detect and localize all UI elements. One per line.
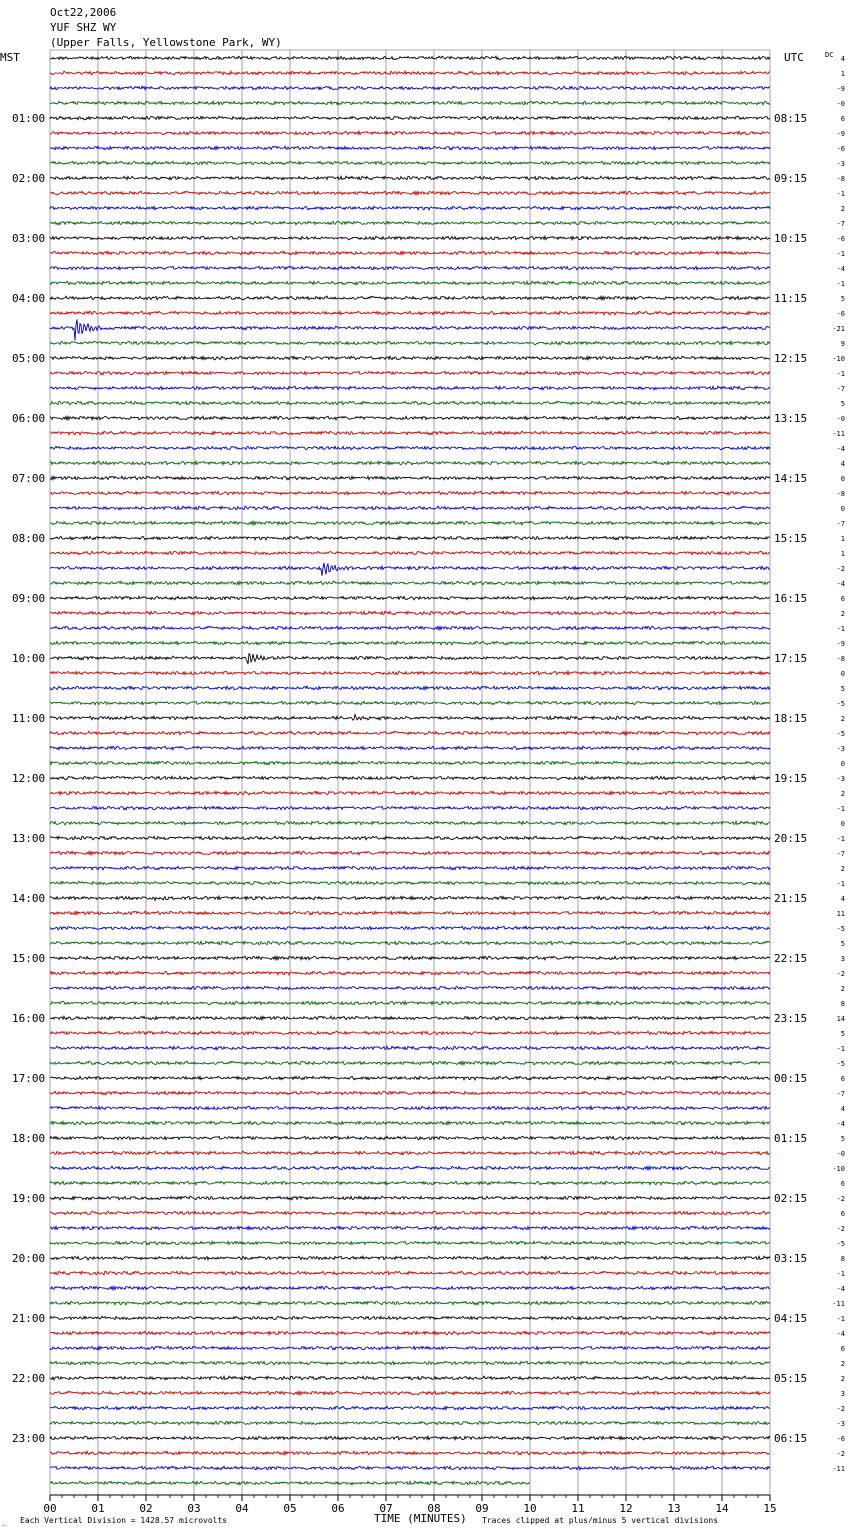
trace-row bbox=[50, 1286, 770, 1290]
dc-offset-value: -5 bbox=[836, 730, 845, 738]
x-tick-label: 14 bbox=[715, 1502, 729, 1515]
dc-offset-value: -3 bbox=[836, 1420, 845, 1428]
dc-offset-value: -3 bbox=[836, 775, 845, 783]
trace-row bbox=[50, 611, 770, 615]
right-hour-label: 10:15 bbox=[774, 232, 808, 245]
dc-offset-value: 8 bbox=[840, 1255, 845, 1263]
trace-row bbox=[50, 971, 770, 975]
x-tick-label: 11 bbox=[571, 1502, 585, 1515]
dc-offset-value: 0 bbox=[840, 670, 845, 678]
dc-offset-value: 1 bbox=[840, 70, 845, 78]
trace-row bbox=[50, 581, 770, 585]
dc-offset-value: -0 bbox=[836, 415, 845, 423]
trace-row bbox=[50, 1436, 770, 1440]
trace-row bbox=[50, 416, 770, 420]
x-axis-title: TIME (MINUTES) bbox=[374, 1512, 467, 1525]
dc-offset-value: -11 bbox=[832, 430, 845, 438]
dc-offset-value: 5 bbox=[840, 400, 845, 408]
x-tick-label: 05 bbox=[283, 1502, 297, 1515]
trace-row bbox=[50, 161, 770, 165]
trace-row bbox=[50, 686, 770, 690]
dc-offset-value: -5 bbox=[836, 925, 845, 933]
x-tick-label: 13 bbox=[667, 1502, 681, 1515]
trace-row bbox=[50, 654, 770, 664]
trace-row bbox=[50, 431, 770, 435]
dc-offset-value: 6 bbox=[840, 1210, 845, 1218]
trace-row bbox=[50, 821, 770, 825]
right-hour-label: 21:15 bbox=[774, 892, 808, 905]
trace-row bbox=[50, 506, 770, 510]
dc-offset-value: -2 bbox=[836, 565, 845, 573]
dc-offset-value: -7 bbox=[836, 520, 845, 528]
left-hour-label: 19:00 bbox=[12, 1192, 46, 1205]
trace-row bbox=[50, 491, 770, 495]
trace-row bbox=[50, 131, 770, 135]
right-hour-label: 23:15 bbox=[774, 1012, 808, 1025]
trace-row bbox=[50, 1031, 770, 1035]
trace-row bbox=[50, 266, 770, 270]
trace-row bbox=[50, 986, 770, 989]
trace-row bbox=[50, 71, 770, 75]
trace-row bbox=[50, 671, 770, 675]
left-hour-label: 16:00 bbox=[12, 1012, 46, 1025]
dc-offset-value: 2 bbox=[840, 205, 845, 213]
right-hour-label: 06:15 bbox=[774, 1432, 808, 1445]
dc-offset-value: 0 bbox=[840, 820, 845, 828]
dc-offset-value: 0 bbox=[840, 760, 845, 768]
left-hour-label: 12:00 bbox=[12, 772, 46, 785]
dc-offset-value: 8 bbox=[840, 1000, 845, 1008]
trace-row bbox=[50, 926, 770, 930]
left-hour-label: 03:00 bbox=[12, 232, 46, 245]
x-tick-label: 06 bbox=[331, 1502, 345, 1515]
trace-row bbox=[50, 1151, 770, 1155]
dc-offset-value: -2 bbox=[836, 1405, 845, 1413]
dc-offset-values bbox=[832, 55, 845, 1473]
trace-row bbox=[50, 1256, 770, 1260]
right-hour-label: 15:15 bbox=[774, 532, 808, 545]
left-hour-label: 18:00 bbox=[12, 1132, 46, 1145]
right-hour-label: 20:15 bbox=[774, 832, 808, 845]
trace-row bbox=[50, 851, 770, 855]
dc-offset-value: -6 bbox=[836, 145, 845, 153]
right-hour-label: 08:15 bbox=[774, 112, 808, 125]
x-tick-label: 09 bbox=[475, 1502, 489, 1515]
x-tick-label: 15 bbox=[763, 1502, 777, 1515]
dc-offset-value: -4 bbox=[836, 1285, 845, 1293]
x-tick-label: 02 bbox=[139, 1502, 153, 1515]
left-hour-label: 02:00 bbox=[12, 172, 46, 185]
trace-row bbox=[50, 146, 770, 150]
trace-row bbox=[50, 1001, 770, 1005]
dc-offset-value: 2 bbox=[840, 1375, 845, 1383]
left-hour-labels bbox=[12, 112, 45, 1445]
dc-offset-value: 2 bbox=[840, 715, 845, 723]
right-hour-label: 02:15 bbox=[774, 1192, 808, 1205]
trace-row bbox=[50, 1301, 770, 1305]
trace-row bbox=[50, 521, 770, 525]
trace-row bbox=[50, 746, 770, 750]
trace-row bbox=[50, 56, 770, 60]
dc-offset-value: -1 bbox=[836, 1315, 845, 1323]
corner-mark: . bbox=[2, 1521, 6, 1528]
dc-offset-value: -1 bbox=[836, 280, 845, 288]
footer-clip-note: Traces clipped at plus/minus 5 vertical divisions bbox=[482, 1516, 719, 1525]
trace-row bbox=[50, 221, 770, 225]
header-location: (Upper Falls, Yellowstone Park, WY) bbox=[50, 36, 282, 49]
dc-offset-value: -5 bbox=[836, 1060, 845, 1068]
right-hour-label: 22:15 bbox=[774, 952, 808, 965]
trace-row bbox=[50, 1106, 770, 1110]
trace-row bbox=[50, 701, 770, 705]
trace-row bbox=[50, 1226, 770, 1230]
dc-offset-value: -1 bbox=[836, 880, 845, 888]
left-hour-label: 10:00 bbox=[12, 652, 46, 665]
right-hour-label: 12:15 bbox=[774, 352, 808, 365]
trace-row bbox=[50, 236, 770, 240]
dc-offset-value: 5 bbox=[840, 685, 845, 693]
trace-row bbox=[50, 1241, 770, 1245]
dc-offset-value: -9 bbox=[836, 130, 845, 138]
trace-row bbox=[50, 319, 770, 340]
dc-offset-value: -7 bbox=[836, 385, 845, 393]
dc-offset-value: -4 bbox=[836, 265, 845, 273]
right-hour-label: 04:15 bbox=[774, 1312, 808, 1325]
dc-offset-value: -4 bbox=[836, 1120, 845, 1128]
dc-offset-value: 6 bbox=[840, 115, 845, 123]
trace-row bbox=[50, 1166, 770, 1170]
left-hour-label: 17:00 bbox=[12, 1072, 46, 1085]
left-hour-label: 07:00 bbox=[12, 472, 46, 485]
dc-offset-value: -1 bbox=[836, 625, 845, 633]
right-timezone-label: UTC bbox=[784, 51, 804, 64]
left-hour-label: 21:00 bbox=[12, 1312, 46, 1325]
dc-offset-value: 5 bbox=[840, 940, 845, 948]
trace-row bbox=[50, 896, 770, 900]
x-tick-label: 12 bbox=[619, 1502, 633, 1515]
dc-offset-value: 6 bbox=[840, 595, 845, 603]
dc-offset-value: 6 bbox=[840, 1075, 845, 1083]
trace-row bbox=[50, 715, 770, 721]
dc-offset-value: 5 bbox=[840, 295, 845, 303]
left-hour-label: 11:00 bbox=[12, 712, 46, 725]
trace-row bbox=[50, 1076, 770, 1080]
dc-offset-value: -1 bbox=[836, 805, 845, 813]
dc-offset-value: -6 bbox=[836, 1435, 845, 1443]
left-hour-label: 04:00 bbox=[12, 292, 46, 305]
trace-row bbox=[50, 1016, 770, 1020]
dc-offset-value: 2 bbox=[840, 610, 845, 618]
trace-row bbox=[50, 1211, 770, 1215]
left-hour-label: 23:00 bbox=[12, 1432, 46, 1445]
dc-offset-value: 3 bbox=[840, 955, 845, 963]
trace-row bbox=[50, 626, 770, 630]
dc-offset-value: -7 bbox=[836, 220, 845, 228]
trace-row bbox=[50, 551, 770, 555]
trace-row bbox=[50, 836, 770, 840]
trace-row bbox=[50, 806, 770, 810]
dc-offset-value: -7 bbox=[836, 850, 845, 858]
dc-offset-value: -2 bbox=[836, 1450, 845, 1458]
trace-row bbox=[50, 1346, 770, 1350]
trace-row bbox=[50, 1421, 770, 1424]
dc-offset-value: 0 bbox=[840, 505, 845, 513]
dc-offset-value: 4 bbox=[840, 55, 845, 63]
dc-offset-value: 3 bbox=[840, 1390, 845, 1398]
dc-offset-value: 9 bbox=[840, 340, 845, 348]
right-hour-label: 17:15 bbox=[774, 652, 808, 665]
left-hour-label: 09:00 bbox=[12, 592, 46, 605]
dc-offset-value: 6 bbox=[840, 1180, 845, 1188]
dc-label: DC bbox=[825, 51, 834, 59]
dc-offset-value: 4 bbox=[840, 895, 845, 903]
x-tick-label: 03 bbox=[187, 1502, 201, 1515]
dc-offset-value: -6 bbox=[836, 235, 845, 243]
trace-row bbox=[50, 731, 770, 735]
trace-row bbox=[50, 1046, 770, 1050]
right-hour-label: 00:15 bbox=[774, 1072, 808, 1085]
right-hour-label: 18:15 bbox=[774, 712, 808, 725]
trace-group bbox=[50, 56, 770, 1485]
dc-offset-value: 5 bbox=[840, 1030, 845, 1038]
left-hour-label: 01:00 bbox=[12, 112, 46, 125]
dc-offset-value: -10 bbox=[832, 1165, 845, 1173]
trace-row bbox=[50, 911, 770, 915]
trace-row bbox=[50, 1376, 770, 1380]
trace-row bbox=[50, 941, 770, 945]
trace-row bbox=[50, 1181, 770, 1185]
dc-offset-value: -5 bbox=[836, 700, 845, 708]
trace-row bbox=[50, 461, 770, 465]
left-hour-label: 05:00 bbox=[12, 352, 46, 365]
trace-row bbox=[50, 641, 770, 645]
trace-row bbox=[50, 1061, 770, 1065]
x-tick-label: 10 bbox=[523, 1502, 537, 1515]
dc-offset-value: -6 bbox=[836, 310, 845, 318]
left-hour-label: 06:00 bbox=[12, 412, 46, 425]
trace-row bbox=[50, 1466, 770, 1470]
trace-row bbox=[50, 191, 770, 195]
left-hour-label: 22:00 bbox=[12, 1372, 46, 1385]
trace-row bbox=[50, 881, 770, 885]
dc-offset-value: -9 bbox=[836, 85, 845, 93]
dc-offset-value: -1 bbox=[836, 1045, 845, 1053]
left-hour-label: 08:00 bbox=[12, 532, 46, 545]
dc-offset-value: -1 bbox=[836, 190, 845, 198]
dc-offset-value: -9 bbox=[836, 640, 845, 648]
right-hour-label: 01:15 bbox=[774, 1132, 808, 1145]
trace-row bbox=[50, 791, 770, 795]
trace-row bbox=[50, 1331, 770, 1335]
trace-row bbox=[50, 956, 770, 960]
trace-row bbox=[50, 866, 770, 870]
dc-offset-value: -2 bbox=[836, 1225, 845, 1233]
dc-offset-value: -5 bbox=[836, 1240, 845, 1248]
left-hour-label: 14:00 bbox=[12, 892, 46, 905]
dc-offset-value: -8 bbox=[836, 490, 845, 498]
right-hour-label: 16:15 bbox=[774, 592, 808, 605]
trace-row bbox=[50, 401, 770, 405]
trace-row bbox=[50, 356, 770, 360]
trace-row bbox=[50, 311, 770, 315]
dc-offset-value: -7 bbox=[836, 1090, 845, 1098]
trace-row bbox=[50, 1406, 770, 1410]
right-hour-labels bbox=[774, 112, 807, 1445]
right-hour-label: 19:15 bbox=[774, 772, 808, 785]
dc-offset-value: -4 bbox=[836, 1330, 845, 1338]
dc-offset-value: -0 bbox=[836, 1150, 845, 1158]
trace-row bbox=[50, 1316, 770, 1320]
trace-row bbox=[50, 1361, 770, 1365]
left-timezone-label: MST bbox=[0, 51, 20, 64]
dc-offset-value: -11 bbox=[832, 1465, 845, 1473]
dc-offset-value: -4 bbox=[836, 445, 845, 453]
dc-offset-value: 4 bbox=[840, 1105, 845, 1113]
right-hour-label: 05:15 bbox=[774, 1372, 808, 1385]
dc-offset-value: 5 bbox=[840, 1135, 845, 1143]
trace-row bbox=[50, 176, 770, 180]
right-hour-label: 11:15 bbox=[774, 292, 808, 305]
trace-row bbox=[50, 536, 770, 540]
dc-offset-value: 6 bbox=[840, 1345, 845, 1353]
right-hour-label: 09:15 bbox=[774, 172, 808, 185]
left-hour-label: 15:00 bbox=[12, 952, 46, 965]
trace-row bbox=[50, 1136, 770, 1140]
dc-offset-value: 11 bbox=[836, 910, 845, 918]
trace-row bbox=[50, 1121, 770, 1125]
dc-offset-value: -1 bbox=[836, 250, 845, 258]
trace-row bbox=[50, 251, 770, 255]
x-tick-label: 07 bbox=[379, 1502, 393, 1515]
trace-row bbox=[50, 1091, 770, 1095]
dc-offset-value: -8 bbox=[836, 175, 845, 183]
trace-row bbox=[50, 116, 770, 120]
right-hour-label: 14:15 bbox=[774, 472, 808, 485]
dc-offset-value: -4 bbox=[836, 580, 845, 588]
trace-row bbox=[50, 371, 770, 375]
trace-row bbox=[50, 761, 770, 765]
dc-offset-value: -0 bbox=[836, 100, 845, 108]
trace-row bbox=[50, 281, 770, 285]
dc-offset-value: -10 bbox=[832, 355, 845, 363]
dc-offset-value: -21 bbox=[832, 325, 845, 333]
header-date: Oct22,2006 bbox=[50, 6, 117, 19]
left-hour-label: 13:00 bbox=[12, 832, 46, 845]
trace-row bbox=[50, 386, 770, 390]
trace-row bbox=[50, 296, 770, 300]
dc-offset-value: -11 bbox=[832, 1300, 845, 1308]
dc-offset-value: -3 bbox=[836, 745, 845, 753]
dc-offset-value: 4 bbox=[840, 460, 845, 468]
dc-offset-value: -1 bbox=[836, 370, 845, 378]
x-tick-label: 04 bbox=[235, 1502, 249, 1515]
dc-offset-value: -3 bbox=[836, 160, 845, 168]
dc-offset-value: 2 bbox=[840, 790, 845, 798]
trace-row bbox=[50, 206, 770, 210]
footer-scale-note: Each Vertical Division = 1428.57 microvolts bbox=[20, 1516, 228, 1525]
dc-offset-value: 0 bbox=[840, 475, 845, 483]
trace-row bbox=[50, 1391, 770, 1395]
trace-row bbox=[50, 776, 770, 780]
dc-offset-value: -1 bbox=[836, 1270, 845, 1278]
right-hour-label: 03:15 bbox=[774, 1252, 808, 1265]
trace-row bbox=[50, 86, 770, 90]
trace-row bbox=[50, 446, 770, 450]
dc-offset-value: -1 bbox=[836, 835, 845, 843]
x-tick-label: 00 bbox=[43, 1502, 57, 1515]
right-hour-label: 13:15 bbox=[774, 412, 808, 425]
trace-row bbox=[50, 1271, 770, 1275]
dc-offset-value: 1 bbox=[840, 550, 845, 558]
x-tick-label: 08 bbox=[427, 1502, 441, 1515]
left-hour-label: 20:00 bbox=[12, 1252, 46, 1265]
dc-offset-value: 2 bbox=[840, 865, 845, 873]
trace-row bbox=[50, 341, 770, 345]
header-station: YUF SHZ WY bbox=[50, 21, 117, 34]
dc-offset-value: 14 bbox=[836, 1015, 845, 1023]
trace-row bbox=[50, 563, 770, 576]
dc-offset-value: -8 bbox=[836, 655, 845, 663]
trace-row bbox=[50, 1451, 770, 1455]
x-tick-label: 01 bbox=[91, 1502, 105, 1515]
trace-row bbox=[50, 101, 770, 105]
dc-offset-value: 2 bbox=[840, 1360, 845, 1368]
dc-offset-value: 2 bbox=[840, 985, 845, 993]
dc-offset-value: -2 bbox=[836, 970, 845, 978]
dc-offset-value: 1 bbox=[840, 535, 845, 543]
trace-row bbox=[50, 596, 770, 600]
trace-row bbox=[50, 476, 770, 480]
trace-row bbox=[50, 1196, 770, 1200]
dc-offset-value: -2 bbox=[836, 1195, 845, 1203]
